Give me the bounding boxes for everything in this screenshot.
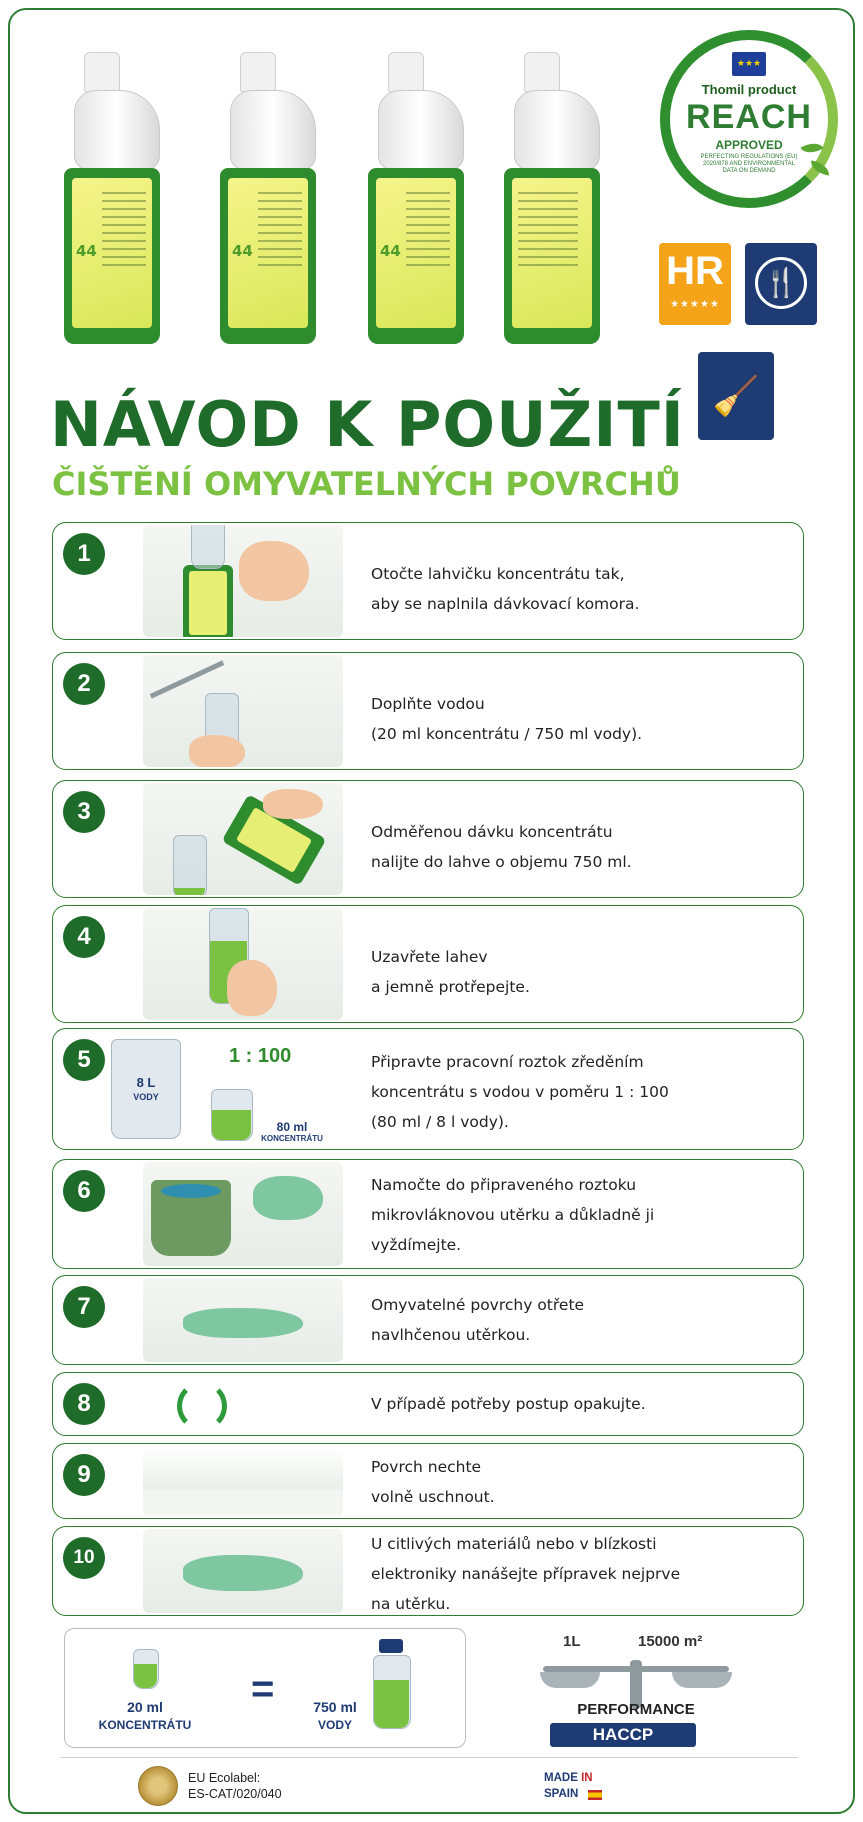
performance-label: PERFORMANCE <box>577 1701 695 1718</box>
recycle-arrows-icon <box>177 1381 227 1431</box>
step-card-4 <box>52 905 804 1023</box>
step-number: 8 <box>63 1383 105 1425</box>
haccp-badge: HACCP <box>550 1723 696 1747</box>
step-instruction-line: mikrovláknovou utěrku a důkladně ji <box>371 1206 655 1224</box>
step-number: 2 <box>63 663 105 705</box>
measuring-cup-icon <box>133 1649 159 1689</box>
step-illustration <box>143 1529 343 1613</box>
spain-flag-icon <box>588 1790 602 1800</box>
step-instruction-line: Uzavřete lahev <box>371 948 488 966</box>
step-instruction-line: Doplňte vodou <box>371 695 485 713</box>
spray-bottle-icon <box>369 1639 413 1729</box>
step-number: 6 <box>63 1170 105 1212</box>
step-instruction-line: U citlivých materiálů nebo v blízkosti <box>371 1535 657 1553</box>
step-instruction <box>371 689 787 749</box>
step-instruction-line: elektroniky nanášejte přípravek nejprve <box>371 1565 681 1583</box>
step-illustration <box>143 783 343 895</box>
reach-big-text: REACH <box>686 98 812 136</box>
water-jug-label: 8 L VODY <box>133 1075 159 1102</box>
dose-left-label: KONCENTRÁTU <box>98 1718 192 1732</box>
eu-flag-icon: ★★★ <box>732 52 766 76</box>
step-instruction-line: aby se naplnila dávkovací komora. <box>371 595 640 613</box>
step-illustration <box>111 1031 331 1147</box>
ratio-label: 1 : 100 <box>229 1045 292 1067</box>
ecolabel-text: EU Ecolabel: ES-CAT/020/040 <box>188 1771 282 1801</box>
step-card-6 <box>52 1159 804 1269</box>
step-number: 7 <box>63 1286 105 1328</box>
product-bottle: 44 <box>56 52 166 352</box>
step-illustration <box>143 1278 343 1362</box>
step-illustration <box>143 525 343 637</box>
dose-right-value: 750 ml <box>313 1699 357 1715</box>
scale-pan-right <box>672 1672 732 1688</box>
divider <box>60 1757 798 1758</box>
step-instruction-line: na utěrku. <box>371 1595 451 1613</box>
step-instruction <box>371 1290 787 1350</box>
step-card-9 <box>52 1443 804 1519</box>
step-illustration <box>143 908 343 1020</box>
product-bottle: 44 <box>212 52 322 352</box>
step-number: 5 <box>63 1039 105 1081</box>
step-number: 4 <box>63 916 105 958</box>
step-card-8 <box>52 1372 804 1436</box>
step-number: 9 <box>63 1454 105 1496</box>
step-number: 10 <box>63 1537 105 1579</box>
step-instruction-line: Otočte lahvičku koncentrátu tak, <box>371 565 625 583</box>
concentrate-jug-label: 80 ml KONCENTRÁTU <box>261 1120 323 1143</box>
reach-approved-text: APPROVED <box>715 138 783 152</box>
equals-sign: = <box>251 1667 275 1711</box>
step-number: 1 <box>63 533 105 575</box>
step-instruction-line: navlhčenou utěrkou. <box>371 1326 531 1344</box>
performance-area: 15000 m² <box>638 1633 703 1650</box>
step-instruction <box>371 1452 787 1512</box>
step-instruction-line: koncentrátu s vodou v poměru 1 : 100 <box>371 1083 669 1101</box>
step-instruction <box>371 942 787 1002</box>
step-card-1 <box>52 522 804 640</box>
step-instruction-line: Odměřenou dávku koncentrátu <box>371 823 613 841</box>
step-instruction-line: Připravte pracovní roztok zředěním <box>371 1053 644 1071</box>
mop-icon: 🧹 <box>698 352 774 440</box>
made-in-spain: MADE IN SPAIN <box>544 1772 593 1800</box>
product-bottle: 44 <box>360 52 470 352</box>
step-instruction <box>371 817 787 877</box>
step-instruction <box>371 1170 787 1260</box>
reach-small-text: PERFECTING REGULATIONS (EU) 2020/878 AND ENVIRONMENTAL DATA ON DEMAND <box>700 154 798 174</box>
step-instruction-line: (20 ml koncentrátu / 750 ml vody). <box>371 725 643 743</box>
scale-pan-left <box>540 1672 600 1688</box>
product-bottle-back <box>496 52 606 352</box>
dosage-box <box>64 1628 466 1748</box>
step-illustration <box>143 1162 343 1266</box>
step-instruction-line: V případě potřeby postup opakujte. <box>371 1395 646 1413</box>
step-card-10 <box>52 1526 804 1616</box>
step-illustration <box>163 1375 243 1433</box>
step-illustration <box>143 1446 343 1516</box>
reach-badge <box>660 30 838 208</box>
step-instruction-line: Povrch nechte <box>371 1458 482 1476</box>
reach-top-text: Thomil product <box>701 82 797 97</box>
step-instruction <box>371 559 787 619</box>
step-instruction-line: Omyvatelné povrchy otřete <box>371 1296 585 1314</box>
step-instruction-line: vyždímejte. <box>371 1236 462 1254</box>
step-card-7 <box>52 1275 804 1365</box>
step-instruction <box>371 1047 787 1137</box>
cutlery-icon: 🍴 <box>745 243 817 325</box>
dose-right-label: VODY <box>317 1718 352 1732</box>
step-instruction-line: volně uschnout. <box>371 1488 495 1506</box>
step-instruction-line: (80 ml / 8 l vody). <box>371 1113 509 1131</box>
step-instruction-line: a jemně protřepejte. <box>371 978 530 996</box>
step-instruction-line: nalijte do lahve o objemu 750 ml. <box>371 853 632 871</box>
step-card-5 <box>52 1028 804 1150</box>
page-subtitle: ČIŠTĚNÍ OMYVATELNÝCH POVRCHŮ <box>52 465 681 503</box>
step-card-3 <box>52 780 804 898</box>
ecolabel-seal-icon <box>138 1766 178 1806</box>
step-instruction-line: Namočte do připraveného roztoku <box>371 1176 637 1194</box>
step-instruction <box>371 1389 787 1419</box>
performance-volume: 1L <box>563 1633 581 1650</box>
page-title: NÁVOD K POUŽITÍ <box>50 388 685 461</box>
step-number: 3 <box>63 791 105 833</box>
step-instruction <box>371 1529 787 1619</box>
dose-left-value: 20 ml <box>127 1699 163 1715</box>
hr-badge: HR ★★★★★ <box>659 243 731 325</box>
step-card-2 <box>52 652 804 770</box>
step-illustration <box>143 655 343 767</box>
